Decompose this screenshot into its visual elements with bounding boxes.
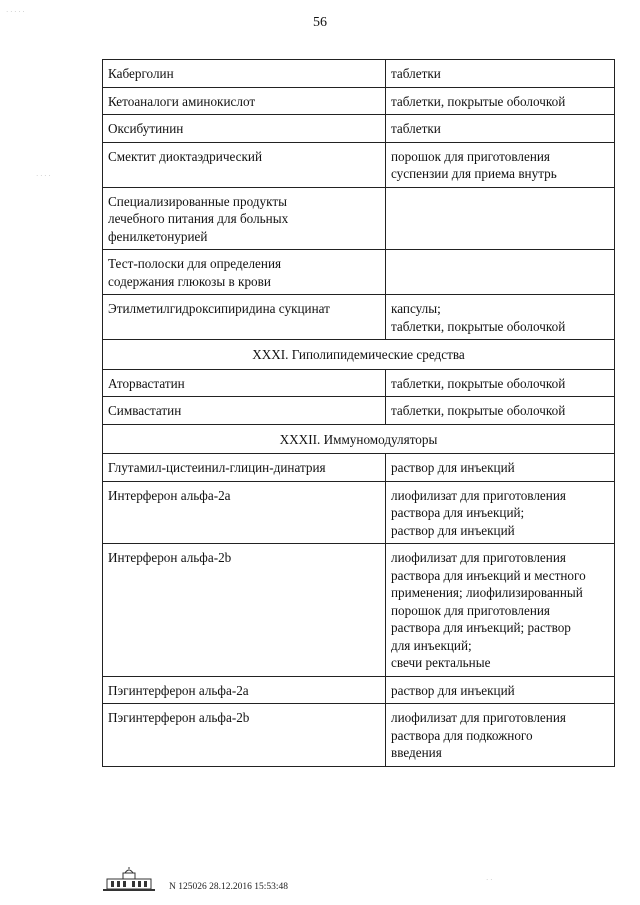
drug-name-cell: Оксибутинин xyxy=(103,115,386,143)
dosage-form-cell xyxy=(386,250,615,295)
drug-name-cell: Симвастатин xyxy=(103,397,386,425)
dosage-form-cell: лиофилизат для приготовления раствора для инъекций; раствор для инъекций xyxy=(386,481,615,544)
dosage-form-cell: таблетки xyxy=(386,115,615,143)
table-row xyxy=(103,115,615,143)
table-row xyxy=(103,187,615,250)
drug-name-cell: Пэгинтерферон альфа-2b xyxy=(103,704,386,767)
table-row xyxy=(103,250,615,295)
government-building-logo xyxy=(103,866,155,892)
drug-name-cell: Интерферон альфа-2а xyxy=(103,481,386,544)
page-number: 56 xyxy=(313,15,327,30)
table-row xyxy=(103,454,615,482)
medication-table xyxy=(102,59,615,767)
drug-name-cell: Интерферон альфа-2b xyxy=(103,544,386,677)
dosage-form-cell xyxy=(386,187,615,250)
dosage-form-cell: раствор для инъекций xyxy=(386,676,615,704)
dosage-form-cell: таблетки, покрытые оболочкой xyxy=(386,397,615,425)
drug-name-cell: Тест-полоски для определения содержания глюкозы в крови xyxy=(103,250,386,295)
dosage-form-cell: раствор для инъекций xyxy=(386,454,615,482)
section-row xyxy=(103,340,615,370)
drug-name-cell: Кетоаналоги аминокислот xyxy=(103,87,386,115)
drug-name-cell: Каберголин xyxy=(103,60,386,88)
table-row xyxy=(103,397,615,425)
table-row xyxy=(103,87,615,115)
drug-name-cell: Специализированные продукты лечебного питания для больных фенилкетонурией xyxy=(103,187,386,250)
scan-artifact: · · · · · xyxy=(6,8,25,16)
drug-name-cell: Пэгинтерферон альфа-2а xyxy=(103,676,386,704)
table-row xyxy=(103,295,615,340)
table-row xyxy=(103,544,615,677)
document-stamp: N 125026 28.12.2016 15:53:48 xyxy=(169,882,289,892)
dosage-form-cell: таблетки, покрытые оболочкой xyxy=(386,369,615,397)
drug-name-cell: Этилметилгидроксипиридина сукцинат xyxy=(103,295,386,340)
section-heading: XXXI. Гиполипидемические средства xyxy=(103,340,615,370)
dosage-form-cell: лиофилизат для приготовления раствора для подкожного введения xyxy=(386,704,615,767)
dosage-form-cell: таблетки, покрытые оболочкой xyxy=(386,87,615,115)
drug-name-cell: Аторвастатин xyxy=(103,369,386,397)
table-row xyxy=(103,676,615,704)
document-footer xyxy=(103,866,288,892)
dosage-form-cell: порошок для приготовления суспензии для приема внутрь xyxy=(386,142,615,187)
section-heading: XXXII. Иммуномодуляторы xyxy=(103,424,615,454)
drug-name-cell: Смектит диоктаэдрический xyxy=(103,142,386,187)
section-row xyxy=(103,424,615,454)
table-row xyxy=(103,704,615,767)
table-row xyxy=(103,369,615,397)
scan-artifact: · · xyxy=(486,876,493,884)
table-body xyxy=(103,60,615,767)
table-row xyxy=(103,60,615,88)
dosage-form-cell: капсулы; таблетки, покрытые оболочкой xyxy=(386,295,615,340)
table-row xyxy=(103,142,615,187)
dosage-form-cell: таблетки xyxy=(386,60,615,88)
table-row xyxy=(103,481,615,544)
dosage-form-cell: лиофилизат для приготовления раствора для инъекций и местного применения; лиофилизированный порошок для приготовления раствора для инъекций; раствор для инъекций; свечи ректальные xyxy=(386,544,615,677)
scan-artifact: · · · · xyxy=(36,172,51,180)
drug-name-cell: Глутамил-цистеинил-глицин-динатрия xyxy=(103,454,386,482)
